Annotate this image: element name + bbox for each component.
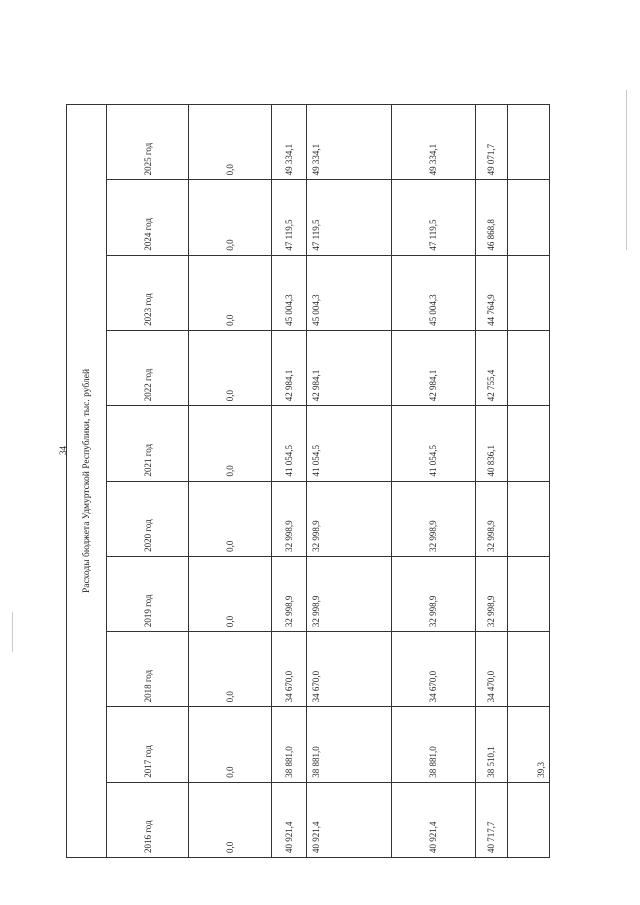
table-cell — [507, 481, 549, 556]
table-cell: 41 054,5 — [307, 406, 392, 481]
table-caption: Расходы бюджета Удмуртской Республики, тыс. рублей — [67, 105, 107, 858]
year-header: 2017 год — [107, 707, 189, 782]
table-cell: 47 119,5 — [272, 180, 307, 255]
table-cell — [507, 782, 549, 857]
table-cell: 0,0 — [188, 481, 272, 556]
table-cell: 38 881,0 — [392, 707, 476, 782]
table-cell: 42 984,1 — [392, 330, 476, 405]
table-cell: 0,0 — [188, 556, 272, 631]
table-cell: 45 004,3 — [272, 255, 307, 330]
table-cell: 40 921,4 — [272, 782, 307, 857]
scan-mark — [626, 90, 627, 250]
table-cell: 0,0 — [188, 406, 272, 481]
table-cell: 32 998,9 — [307, 481, 392, 556]
table-caption-row — [67, 105, 107, 858]
table-cell — [507, 406, 549, 481]
year-header: 2019 год — [107, 556, 189, 631]
table-cell: 45 004,3 — [392, 255, 476, 330]
table-cell: 42 984,1 — [272, 330, 307, 405]
table-cell: 40 717,7 — [475, 782, 507, 857]
table-cell — [507, 330, 549, 405]
year-header: 2020 год — [107, 481, 189, 556]
table-cell: 38 881,0 — [272, 707, 307, 782]
year-header: 2018 год — [107, 632, 189, 707]
table-cell: 42 755,4 — [475, 330, 507, 405]
table-cell: 34 670,0 — [392, 632, 476, 707]
table-cell: 38 510,1 — [475, 707, 507, 782]
table-cell: 38 881,0 — [307, 707, 392, 782]
table-cell: 32 998,9 — [392, 481, 476, 556]
year-header: 2025 год — [107, 105, 189, 180]
year-header: 2021 год — [107, 406, 189, 481]
table-cell: 32 998,9 — [475, 481, 507, 556]
table-row — [272, 105, 307, 858]
scan-mark — [12, 612, 13, 652]
table-cell: 42 984,1 — [307, 330, 392, 405]
table-cell: 46 868,8 — [475, 180, 507, 255]
table-cell: 0,0 — [188, 330, 272, 405]
page-number: 34 — [58, 446, 68, 455]
table-cell — [507, 632, 549, 707]
table-cell: 32 998,9 — [392, 556, 476, 631]
table-cell — [507, 180, 549, 255]
table-cell: 40 921,4 — [392, 782, 476, 857]
table-cell: 32 998,9 — [272, 481, 307, 556]
table-cell: 44 764,9 — [475, 255, 507, 330]
table-cell — [507, 105, 549, 180]
table-cell — [507, 255, 549, 330]
table-cell: 32 998,9 — [475, 556, 507, 631]
table-cell: 49 334,1 — [272, 105, 307, 180]
table-cell: 49 334,1 — [392, 105, 476, 180]
table-cell: 0,0 — [188, 180, 272, 255]
table-cell: 34 670,0 — [272, 632, 307, 707]
table-cell: 32 998,9 — [307, 556, 392, 631]
table-cell: 47 119,5 — [392, 180, 476, 255]
year-header-row — [107, 105, 189, 858]
table-cell: 49 071,7 — [475, 105, 507, 180]
table-cell: 34 470,0 — [475, 632, 507, 707]
table-row — [507, 105, 549, 858]
table-row — [475, 105, 507, 858]
table-cell: 45 004,3 — [307, 255, 392, 330]
year-header: 2023 год — [107, 255, 189, 330]
table-cell: 49 334,1 — [307, 105, 392, 180]
year-header: 2022 год — [107, 330, 189, 405]
table-cell: 40 836,1 — [475, 406, 507, 481]
year-header: 2016 год — [107, 782, 189, 857]
table-cell: 41 054,5 — [272, 406, 307, 481]
table-cell: 0,0 — [188, 105, 272, 180]
table-cell — [507, 556, 549, 631]
table-row — [392, 105, 476, 858]
table-cell: 0,0 — [188, 782, 272, 857]
table-row — [188, 105, 272, 858]
table-cell: 0,0 — [188, 707, 272, 782]
table-cell: 0,0 — [188, 632, 272, 707]
budget-table — [66, 104, 550, 858]
table-cell: 39,3 — [507, 707, 549, 782]
table-cell: 40 921,4 — [307, 782, 392, 857]
budget-table-container — [66, 104, 550, 858]
table-cell: 34 670,0 — [307, 632, 392, 707]
table-cell: 41 054,5 — [392, 406, 476, 481]
table-row — [307, 105, 392, 858]
table-cell: 0,0 — [188, 255, 272, 330]
table-cell: 47 119,5 — [307, 180, 392, 255]
table-cell: 32 998,9 — [272, 556, 307, 631]
year-header: 2024 год — [107, 180, 189, 255]
